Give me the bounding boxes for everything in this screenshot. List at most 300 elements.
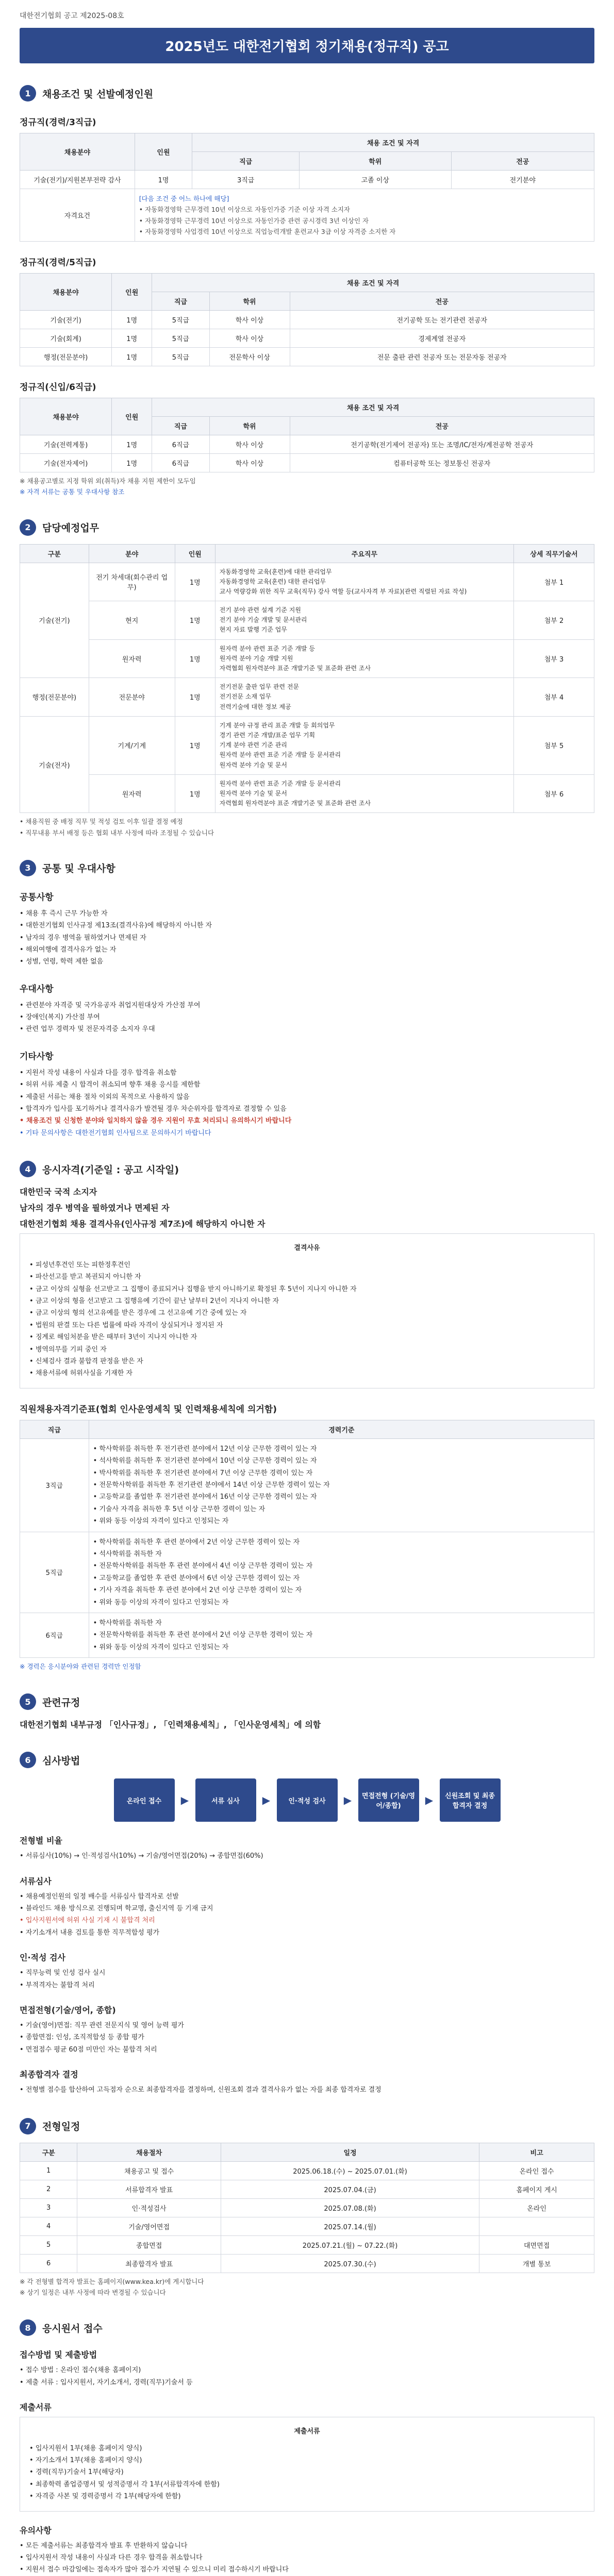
block-title: 접수방법 및 제출방법: [20, 2350, 97, 2360]
list-item: • 종합면접: 인성, 조직적합성 등 종합 평가: [20, 2031, 594, 2043]
notice-list: [20, 2540, 594, 2576]
disq-list: [29, 1259, 585, 1380]
cell-note: 홈페이지 게시: [479, 2180, 594, 2198]
block-title: 면접전형(기술/영어, 종합): [20, 2005, 116, 2015]
cell-field: 기술(전자제어): [20, 454, 112, 472]
regulation-line: 대한전기협회 내부규정 「인사규정」, 「인력채용세칙」, 「인사운영세칙」에 의함: [20, 1720, 321, 1730]
section-number: 2: [20, 519, 36, 536]
cell-item: 인·적성검사: [77, 2198, 221, 2217]
list-item: • 입사지원서에 허위 사실 기재 시 불합격 처리: [20, 1914, 594, 1926]
s2-note: • 채용직원 중 배정 직무 및 적성 검토 이후 일괄 결정 예정: [20, 818, 183, 826]
duty-item: 자동화경영학 교육(훈련)에 대한 관리업무: [219, 568, 332, 575]
list-item: • 모든 제출서류는 최종합격자 발표 후 반환하지 않습니다: [20, 2540, 594, 2552]
cell-field: 기술(전력계통): [20, 435, 112, 454]
career-items: [93, 1536, 590, 1608]
cell-cond: [89, 1613, 594, 1657]
list-item: • 합격자가 입사를 포기하거나 결격사유가 발견될 경우 차순위자를 합격자로 결정할 수 있음: [20, 1103, 594, 1115]
cell-no: 3: [20, 2198, 77, 2217]
col-note: 비고: [479, 2143, 594, 2161]
cell-major: 전기공학(전기제어 전공자) 또는 조명/IC/전자/계전공학 전공자: [290, 435, 594, 454]
cell-rank: 5직급: [152, 329, 209, 348]
list-item: • 지원서 접수 마감일에는 접속자가 많아 접수가 지연될 수 있으니 미리 접수하시기 바랍니다: [20, 2564, 594, 2575]
docs-list: [29, 2443, 585, 2503]
section-number: 3: [20, 860, 36, 876]
list-item: • 관련 업무 경력자 및 전문자격증 소지자 우대: [20, 1023, 594, 1035]
qual-line: • 자동화경영학 근무경력 10년 이상으로 자동인가증 기준 이상 자격 소지자: [139, 206, 351, 214]
table-row: [20, 348, 594, 366]
list-item: • 대한전기협회 인사규정 제13조(결격사유)에 해당하지 아니한 자: [20, 920, 594, 931]
cell-count: 1명: [112, 348, 152, 366]
list-item: • 파산선고를 받고 복권되지 아니한 자: [29, 1271, 585, 1283]
qual-line: • 자동화경영학 근무경력 10년 이상으로 자동인가증 관련 공시경력 3년 이상인 자: [139, 216, 369, 225]
table-row: [20, 2254, 594, 2273]
list-item: • 제출된 서류는 채용 절차 이외의 목적으로 사용하지 않음: [20, 1091, 594, 1103]
cell-rank: 3직급: [20, 1438, 89, 1532]
list-item: • 자기소개서 내용 검토를 통한 직무적합성 평가: [20, 1927, 594, 1939]
cell-count: 1명: [135, 171, 192, 189]
method-block: [20, 2348, 594, 2388]
cell-field: 기술(회계): [20, 329, 112, 348]
list-item: • 전문학사학위를 취득한 후 관련 분야에서 2년 이상 근무한 경력이 있는 자: [93, 1629, 590, 1641]
list-item: • 학사학위를 취득한 후 관련 분야에서 2년 이상 근무한 경력이 있는 자: [93, 1536, 590, 1548]
cell-no: 5: [20, 2235, 77, 2254]
section-title: 관련규정: [42, 1697, 80, 1708]
list-item: • 장애인(복지) 가산점 부여: [20, 1011, 594, 1023]
cell-field: 기술(전기)/지원본부전략 감사: [20, 171, 135, 189]
qual-line: [다음 조건 중 어느 하나에 해당]: [139, 195, 229, 202]
duty-item: 기계 분야 규정 관리 표준 개발 등 회의업무: [219, 721, 335, 729]
list-item: • 기술사 자격을 취득한 후 5년 이상 근무한 경력이 있는 자: [93, 1503, 590, 1515]
duty-item: 자력협회 원자력분야 표준 개발기준 및 표준화 관련 조사: [219, 800, 371, 807]
table-row: [20, 639, 594, 678]
cell-no: 6: [20, 2254, 77, 2273]
cell-no: 2: [20, 2180, 77, 2198]
final-block: [20, 2068, 594, 2096]
cell-appendix: 첨부 3: [514, 639, 594, 678]
section-title: 채용조건 및 선발예정인원: [42, 88, 154, 100]
block-title: 유의사항: [20, 2525, 52, 2535]
page-title: 2025년도 대한전기협회 정기채용(정규직) 공고: [20, 28, 594, 63]
cell-dept: 원자력: [89, 639, 175, 678]
block-title: 최종합격자 결정: [20, 2070, 78, 2080]
section-title: 응시원서 접수: [42, 2323, 103, 2334]
reg3-heading: 정규직(신입/6직급): [20, 382, 96, 393]
etc-list: [20, 1067, 594, 1139]
cell-rank: 5직급: [20, 1532, 89, 1613]
cell-appendix: 첨부 2: [514, 601, 594, 640]
col-degree: 학위: [209, 417, 290, 435]
duty-item: 기계 분야 관련 기준 관리: [219, 741, 287, 749]
col-major: 전공: [451, 152, 594, 171]
duty-item: 경기 관련 기준 개발/표준 업무 기획: [219, 731, 316, 739]
section-number: 1: [20, 85, 36, 101]
col-cond: 채용 조건 및 자격: [152, 398, 594, 417]
table-row: [20, 2161, 594, 2180]
process-step: 인·적성 검사: [277, 1778, 338, 1822]
list-item: • 제출 서류 : 입사지원서, 자기소개서, 경력(직무)기술서 등: [20, 2377, 594, 2388]
list-item: • 성별, 연령, 학력 제한 없음: [20, 956, 594, 968]
list-item: • 징계로 해임처분을 받은 때부터 3년이 지나지 아니한 자: [29, 1331, 585, 1343]
table-row: [20, 2180, 594, 2198]
prefer-list: [20, 999, 594, 1036]
list-item: • 남자의 경우 병역을 필하였거나 면제된 자: [20, 932, 594, 944]
schedule-table: [20, 2143, 594, 2273]
col-count: 인원: [112, 398, 152, 435]
section-title: 공통 및 우대사항: [42, 863, 115, 875]
cell-date: 2025.07.21.(월) ~ 07.22.(화): [221, 2235, 479, 2254]
cell-item: 채용공고 및 접수: [77, 2161, 221, 2180]
reg1-heading: 정규직(경력/3직급): [20, 117, 96, 128]
interview-block: [20, 2004, 594, 2056]
section-number: 4: [20, 1161, 36, 1177]
cell-note: 온라인: [479, 2198, 594, 2217]
career-table: [20, 1420, 594, 1658]
interview-list: [20, 2020, 594, 2056]
reg2-heading: 정규직(경력/5직급): [20, 258, 96, 268]
aptitude-block: [20, 1951, 594, 1991]
cell-note: 온라인 접수: [479, 2161, 594, 2180]
list-item: • 피성년후견인 또는 피한정후견인: [29, 1259, 585, 1271]
disqualification-box: [20, 1233, 594, 1388]
prefer-heading: 우대사항: [20, 984, 54, 994]
cell-dept: 현지: [89, 601, 175, 640]
cell-item: 서류합격자 발표: [77, 2180, 221, 2198]
duty-item: 전기 분야 관련 설계 기준 지원: [219, 606, 301, 614]
col-duty: 주요직무: [215, 544, 513, 563]
section-title: 담당예정업무: [42, 522, 99, 534]
cell-cond: [89, 1532, 594, 1613]
s7-note: ※ 각 전형별 합격자 발표는 홈페이지(www.kea.kr)에 게시합니다: [20, 2277, 204, 2285]
cell-quals: [135, 189, 594, 242]
list-item: • 전문학사학위를 취득한 후 전기관련 분야에서 14년 이상 근무한 경력이 있는 자: [93, 1479, 590, 1491]
col-rank: 직급: [152, 292, 209, 311]
cell-no: 4: [20, 2217, 77, 2235]
eligibility-line: 대한전기협회 채용 결격사유(인사규정 제7조)에 해당하지 아니한 자: [20, 1219, 265, 1229]
reg1-table: [20, 133, 594, 242]
section-title: 심사방법: [42, 1755, 80, 1767]
cell-rank: 6직급: [20, 1613, 89, 1657]
cell-note: 대면면접: [479, 2235, 594, 2254]
col-cond: 채용 조건 및 자격: [152, 274, 594, 292]
col-count: 인원: [175, 544, 215, 563]
cell-dept: 전문분야: [89, 678, 175, 717]
process-flow: [20, 1778, 594, 1822]
list-item: • 금고 이상의 형의 선고유예를 받은 경우에 그 선고유예 기간 중에 있는 자: [29, 1307, 585, 1319]
cell-date: 2025.06.18.(수) ~ 2025.07.01.(화): [221, 2161, 479, 2180]
list-item: • 고등학교를 졸업한 후 전기관련 분야에서 16년 이상 근무한 경력이 있는 자: [93, 1491, 590, 1503]
list-item: • 석사학위를 취득한 후 전기관련 분야에서 10년 이상 근무한 경력이 있는 자: [93, 1455, 590, 1467]
duty-table: [20, 544, 594, 814]
list-item: • 최종학력 졸업증명서 및 성적증명서 각 1부(서류합격자에 한함): [29, 2479, 585, 2490]
list-item: • 위와 동등 이상의 자격이 있다고 인정되는 자: [93, 1597, 590, 1608]
list-item: • 학사학위를 취득한 자: [93, 1617, 590, 1629]
table-row: [20, 171, 594, 189]
list-item: • 직무능력 및 인성 검사 실시: [20, 1967, 594, 1979]
col-field: 채용분야: [20, 133, 135, 171]
duty-item: 원자력 분야 기술 및 문서: [219, 789, 287, 797]
table-row: [20, 311, 594, 329]
duty-item: 전기전문 소재 업무: [219, 693, 272, 701]
col-field: 채용분야: [20, 398, 112, 435]
table-row: [20, 454, 594, 472]
cell-count: 1명: [112, 311, 152, 329]
process-step: 온라인 접수: [114, 1778, 175, 1822]
table-row: [20, 2235, 594, 2254]
cell-duties: [215, 774, 513, 813]
cell-no: 1: [20, 2161, 77, 2180]
notice-number: 대한전기협회 공고 제2025-08호: [20, 12, 124, 20]
cell-group: 행정(전문분야): [20, 678, 89, 717]
cell-item: 최종합격자 발표: [77, 2254, 221, 2273]
cell-group: 기술(전자): [20, 716, 89, 813]
list-item: • 기술(영어)면접: 직무 관련 전문지식 및 영어 능력 평가: [20, 2020, 594, 2031]
career-items: [93, 1443, 590, 1528]
arrow-right-icon: ▶: [425, 1794, 434, 1807]
section-title: 응시자격(기준일 : 공고 시작일): [42, 1164, 179, 1176]
list-item: • 자기소개서 1부(채용 홈페이지 양식): [29, 2454, 585, 2466]
career-items: [93, 1617, 590, 1653]
cell-count: 1명: [112, 329, 152, 348]
list-item: • 전형별 점수를 합산하여 고득점자 순으로 최종합격자를 결정하며, 신원조회 결과 결격사유가 없는 자를 최종 합격자로 결정: [20, 2084, 594, 2096]
list-item: • 고등학교를 졸업한 후 관련 분야에서 6년 이상 근무한 경력이 있는 자: [93, 1572, 590, 1584]
block-title: 전형별 비율: [20, 1836, 62, 1846]
list-item: • 입사지원서 1부(채용 홈페이지 양식): [29, 2443, 585, 2454]
cell-count: 1명: [112, 454, 152, 472]
duty-item: 원자력 분야 관련 표준 기준 개발 등 문서관리: [219, 751, 341, 759]
ratio-block: [20, 1834, 594, 1862]
col-degree: 학위: [300, 152, 451, 171]
duty-item: 원자력 분야 관련 표준 기준 개발 등: [219, 645, 315, 652]
cell-appendix: 첨부 5: [514, 716, 594, 774]
section-6-header: [20, 1752, 594, 1768]
col-count: 인원: [135, 133, 192, 171]
section-number: 7: [20, 2118, 36, 2134]
process-step: 신원조회 및 최종합격자 결정: [440, 1778, 501, 1822]
list-item-contact: • 기타 문의사항은 대한전기협회 인사팀으로 문의하시기 바랍니다: [20, 1127, 594, 1139]
box-title: 제출서류: [294, 2427, 320, 2435]
cell-count: 1명: [175, 601, 215, 640]
duty-item: 원자력 분야 기술 개발 지원: [219, 654, 293, 662]
list-item: • 박사학위를 취득한 후 전기관련 분야에서 7년 이상 근무한 경력이 있는 자: [93, 1467, 590, 1479]
cell-appendix: 첨부 4: [514, 678, 594, 717]
list-item: • 허위 서류 제출 시 합격이 취소되며 향후 채용 응시를 제한함: [20, 1079, 594, 1091]
cell-duties: [215, 716, 513, 774]
col-rank: 직급: [152, 417, 209, 435]
notice-block: [20, 2524, 594, 2576]
cell-rank: 5직급: [152, 348, 209, 366]
duty-item: 자동화경영학 교육(훈련) 대한 관리업무: [219, 578, 326, 585]
col-degree: 학위: [209, 292, 290, 311]
cell-appendix: 첨부 6: [514, 774, 594, 813]
s2-note: • 직무내용 부서 배정 등은 협회 내부 사정에 따라 조정될 수 있습니다: [20, 828, 214, 837]
arrow-right-icon: ▶: [180, 1794, 189, 1807]
list-item: • 관련분야 자격증 및 국가유공자 취업지원대상자 가산점 부여: [20, 999, 594, 1011]
table-row: [20, 774, 594, 813]
cell-item: 기술/영어면접: [77, 2217, 221, 2235]
method-list: [20, 2364, 594, 2388]
cell-count: 1명: [175, 678, 215, 717]
cell-rank: 6직급: [152, 435, 209, 454]
cell-rank: 3직급: [192, 171, 300, 189]
list-item-warning: • 채용조건 및 신청한 분야와 일치하지 않을 경우 지원이 무효 처리되니 유의하시기 바랍니다: [20, 1115, 594, 1127]
table-row: [20, 189, 594, 242]
cell-degree: 고졸 이상: [300, 171, 451, 189]
list-item: • 접수 방법 : 온라인 접수(채용 홈페이지): [20, 2364, 594, 2376]
s7-note: ※ 상기 일정은 내부 사정에 따라 변경될 수 있습니다: [20, 2288, 166, 2296]
list-item: • 석사학위를 취득한 자: [93, 1548, 590, 1560]
cell-duties: [215, 639, 513, 678]
cell-note: [479, 2217, 594, 2235]
list-item: • 금고 이상의 실형을 선고받고 그 집행이 종료되거나 집행을 받지 아니하기로 확정된 후 5년이 지나지 아니한 자: [29, 1283, 585, 1295]
section-number: 6: [20, 1752, 36, 1768]
docs-block: [20, 2401, 594, 2512]
cell-qual-label: 자격요건: [20, 189, 135, 242]
list-item: • 채용예정인원의 일정 배수를 서류심사 합격자로 선발: [20, 1891, 594, 1903]
section-5-header: [20, 1693, 594, 1710]
cell-major: 전기공학 또는 전기관련 전공자: [290, 311, 594, 329]
table-row: [20, 563, 594, 601]
cell-appendix: 첨부 1: [514, 563, 594, 601]
section-8-header: [20, 2319, 594, 2336]
section-3-header: [20, 860, 594, 876]
list-item: • 기사 자격을 취득한 후 관련 분야에서 2년 이상 근무한 경력이 있는 자: [93, 1584, 590, 1596]
cell-item: 종합면접: [77, 2235, 221, 2254]
table-row: [20, 601, 594, 640]
cell-degree: 학사 이상: [209, 311, 290, 329]
cell-field: 기술(전기): [20, 311, 112, 329]
paper-list: [20, 1891, 594, 1939]
col-major: 전공: [290, 292, 594, 311]
duty-item: 현지 자료 발행 기준 업무: [219, 626, 287, 634]
cell-degree: 학사 이상: [209, 454, 290, 472]
col-no: 구분: [20, 2143, 77, 2161]
etc-heading: 기타사항: [20, 1051, 54, 1062]
section-number: 8: [20, 2319, 36, 2336]
list-item: • 법원의 판결 또는 다른 법률에 따라 자격이 상실되거나 정지된 자: [29, 1319, 585, 1331]
table-row: [20, 329, 594, 348]
block-title: 인·적성 검사: [20, 1953, 65, 1963]
list-item: • 금고 이상의 형을 선고받고 그 집행유예 기간이 끝난 날부터 2년이 지나지 아니한 자: [29, 1295, 585, 1307]
cell-count: 1명: [112, 435, 152, 454]
process-step: 면접전형 (기술/영어/종합): [358, 1778, 419, 1822]
list-item: • 위와 동등 이상의 자격이 있다고 인정되는 자: [93, 1641, 590, 1653]
table-row: [20, 716, 594, 774]
table-row: [20, 1613, 594, 1657]
duty-item: 전기 분야 기술 개발 및 문서관리: [219, 616, 307, 624]
section-title: 전형일정: [42, 2121, 80, 2133]
list-item: • 블라인드 채용 방식으로 진행되며 학교명, 출신지역 등 기재 금지: [20, 1903, 594, 1914]
common-list: [20, 908, 594, 968]
table-row: [20, 2217, 594, 2235]
table-row: [20, 1532, 594, 1613]
list-item: • 학사학위를 취득한 후 전기관련 분야에서 12년 이상 근무한 경력이 있는 자: [93, 1443, 590, 1455]
block-title: 제출서류: [20, 2402, 52, 2412]
cell-count: 1명: [175, 716, 215, 774]
section-7-header: [20, 2118, 594, 2134]
cell-date: 2025.07.30.(수): [221, 2254, 479, 2273]
section-1-header: [20, 85, 594, 101]
cell-cond: [89, 1438, 594, 1532]
cell-date: 2025.07.14.(월): [221, 2217, 479, 2235]
table-row: [20, 678, 594, 717]
col-major: 전공: [290, 417, 594, 435]
duty-item: 전력기술에 대한 정보 제공: [219, 703, 291, 710]
cell-major: 컴퓨터공학 또는 정보통신 전공자: [290, 454, 594, 472]
list-item: • 해외여행에 결격사유가 없는 자: [20, 944, 594, 956]
final-list: [20, 2084, 594, 2096]
paper-block: [20, 1875, 594, 1939]
list-item: • 채용서류에 허위사실을 기재한 자: [29, 1367, 585, 1379]
docs-box: [20, 2417, 594, 2512]
cell-major: 전문 출판 관련 전공자 또는 전문자동 전공자: [290, 348, 594, 366]
process-step: 서류 심사: [195, 1778, 256, 1822]
list-item: • 지원서 작성 내용이 사실과 다를 경우 합격을 취소함: [20, 1067, 594, 1079]
eligibility-line: 대한민국 국적 소지자: [20, 1187, 97, 1197]
cell-duties: [215, 563, 513, 601]
ratio-list: [20, 1850, 594, 1862]
list-item: • 병역의무를 기피 중인 자: [29, 1344, 585, 1355]
col-dept: 분야: [89, 544, 175, 563]
arrow-right-icon: ▶: [343, 1794, 352, 1807]
col-date: 일정: [221, 2143, 479, 2161]
section-4-header: [20, 1161, 594, 1177]
table-row: [20, 1438, 594, 1532]
duty-item: 원자력 분야 기술 및 문서: [219, 761, 287, 769]
cell-field: 행정(전문분야): [20, 348, 112, 366]
cell-dept: 기계/기계: [89, 716, 175, 774]
qual-line: • 자동화경영학 사업경력 10년 이상으로 직업능력개발 훈련교사 3급 이상 자격증 소지한 자: [139, 227, 396, 235]
cell-duties: [215, 601, 513, 640]
cell-degree: 전문학사 이상: [209, 348, 290, 366]
reg2-table: [20, 273, 594, 366]
col-appendix: 상세 직무기술서: [514, 544, 594, 563]
list-item: • 채용 후 즉시 근무 가능한 자: [20, 908, 594, 920]
list-item: • 위와 동등 이상의 자격이 있다고 인정되는 자: [93, 1515, 590, 1527]
s1-note: ※ 자격 서류는 공통 및 우대사항 참조: [20, 488, 125, 496]
block-title: 서류심사: [20, 1876, 52, 1886]
duty-item: 교사 역량강화 위한 직무 교육(직무) 강사 역할 등(교사자격 부 자료)(관련 직렬된 자료 작성): [219, 587, 467, 595]
list-item: • 경력(직무)기술서 1부(해당자): [29, 2466, 585, 2478]
career-note: ※ 경력은 응시분야와 관련된 경력만 인정함: [20, 1663, 141, 1671]
list-item: • 서류심사(10%) → 인·적성검사(10%) → 기술/영어면접(20%) → 종합면접(60%): [20, 1850, 594, 1862]
duty-item: 원자력 분야 관련 표준 기준 개발 등 문서관리: [219, 779, 341, 787]
list-item: • 자격증 사본 및 경력증명서 각 1부(해당자에 한함): [29, 2490, 585, 2502]
col-field: 채용분야: [20, 274, 112, 311]
col-item: 채용절차: [77, 2143, 221, 2161]
duty-item: 전기전문 출판 업무 관련 전문: [219, 683, 300, 691]
col-group: 구분: [20, 544, 89, 563]
cell-degree: 학사 이상: [209, 435, 290, 454]
cell-rank: 6직급: [152, 454, 209, 472]
box-title: 결격사유: [294, 1244, 320, 1252]
section-2-header: [20, 519, 594, 536]
cell-count: 1명: [175, 774, 215, 813]
list-item: • 전문학사학위를 취득한 후 관련 분야에서 4년 이상 근무한 경력이 있는 자: [93, 1560, 590, 1572]
list-item: • 입사지원서 작성 내용이 사실과 다른 경우 합격을 취소합니다: [20, 2552, 594, 2564]
col-cond: 경력기준: [89, 1420, 594, 1438]
arrow-right-icon: ▶: [262, 1794, 271, 1807]
cell-rank: 5직급: [152, 311, 209, 329]
cell-duties: [215, 678, 513, 717]
col-rank: 직급: [192, 152, 300, 171]
reg3-table: [20, 398, 594, 472]
common-heading: 공통사항: [20, 892, 54, 903]
apt-list: [20, 1967, 594, 1991]
duty-item: 자력협회 원자력분야 표준 개발기준 및 표준화 관련 조사: [219, 665, 371, 672]
col-rank: 직급: [20, 1420, 89, 1438]
list-item: • 면접점수 평균 60점 미만인 자는 불합격 처리: [20, 2044, 594, 2056]
cell-dept: 전기 차세대(회수관리 업무): [89, 563, 175, 601]
